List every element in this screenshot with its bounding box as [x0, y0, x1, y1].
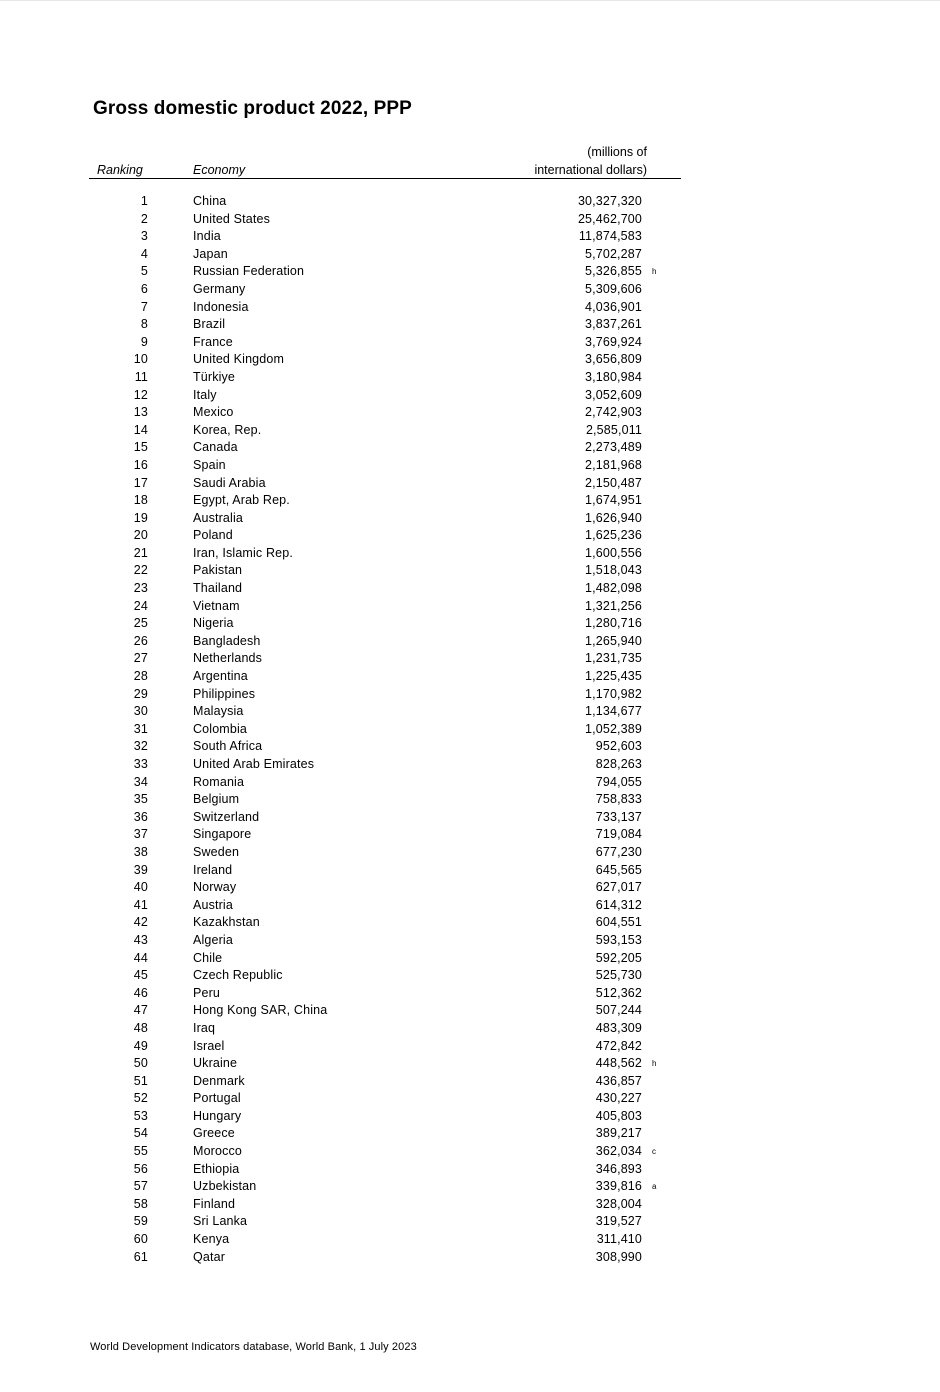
rank-cell: 11 [134, 369, 148, 384]
rank-cell: 3 [140, 229, 148, 244]
gdp-value-cell: 472,842 [595, 1038, 642, 1053]
rank-cell: 60 [133, 1232, 148, 1247]
rank-cell: 32 [133, 739, 148, 754]
table-row [0, 1055, 940, 1073]
rank-cell: 6 [140, 281, 148, 296]
rank-cell: 52 [133, 1091, 148, 1106]
table-row [0, 404, 940, 422]
economy-cell: Kenya [193, 1232, 230, 1247]
economy-cell: Mexico [193, 405, 234, 420]
rank-cell: 20 [133, 528, 148, 543]
gdp-value-cell: 507,244 [595, 1003, 642, 1018]
economy-cell: Saudi Arabia [193, 475, 266, 490]
gdp-value-cell: 346,893 [595, 1161, 642, 1176]
table-row [0, 457, 940, 475]
economy-cell: Ethiopia [193, 1161, 240, 1176]
economy-cell: United Kingdom [193, 352, 285, 367]
gdp-value-cell: 525,730 [595, 968, 642, 983]
table-row [0, 316, 940, 334]
table-row [0, 1073, 940, 1091]
rank-cell: 29 [133, 686, 148, 701]
economy-cell: Indonesia [193, 299, 249, 314]
gdp-value-cell: 405,803 [595, 1108, 642, 1123]
rank-cell: 41 [133, 897, 148, 912]
rank-cell: 17 [133, 475, 148, 490]
footnote-marker: a [652, 1182, 657, 1192]
rank-cell: 51 [133, 1073, 148, 1088]
rank-cell: 59 [133, 1214, 148, 1229]
gdp-value-cell: 614,312 [595, 897, 642, 912]
rank-cell: 25 [133, 616, 148, 631]
gdp-value-cell: 758,833 [595, 792, 642, 807]
economy-cell: Iran, Islamic Rep. [193, 545, 293, 560]
gdp-value-cell: 677,230 [595, 844, 642, 859]
economy-cell: Hong Kong SAR, China [193, 1003, 328, 1018]
gdp-value-cell: 3,180,984 [585, 369, 642, 384]
economy-cell: Morocco [193, 1144, 242, 1159]
gdp-value-cell: 389,217 [595, 1126, 642, 1141]
rank-cell: 54 [133, 1126, 148, 1141]
page-title: Gross domestic product 2022, PPP [93, 98, 412, 119]
rank-cell: 56 [133, 1161, 148, 1176]
table-row [0, 422, 940, 440]
gdp-value-cell: 1,600,556 [585, 545, 642, 560]
rank-cell: 13 [133, 405, 148, 420]
economy-cell: South Africa [193, 739, 263, 754]
table-row [0, 246, 940, 264]
gdp-value-cell: 430,227 [595, 1091, 642, 1106]
economy-cell: Pakistan [193, 563, 243, 578]
rank-cell: 15 [133, 440, 148, 455]
table-row [0, 633, 940, 651]
economy-cell: Austria [193, 897, 233, 912]
gdp-value-cell: 1,170,982 [585, 686, 642, 701]
gdp-value-cell: 3,837,261 [585, 317, 642, 332]
rank-cell: 23 [133, 581, 148, 596]
gdp-value-cell: 436,857 [595, 1073, 642, 1088]
rank-cell: 50 [133, 1056, 148, 1071]
gdp-value-cell: 2,742,903 [585, 405, 642, 420]
gdp-value-cell: 11,874,583 [578, 229, 642, 244]
economy-cell: Romania [193, 774, 245, 789]
economy-cell: Ireland [193, 862, 233, 877]
table-row [0, 791, 940, 809]
gdp-value-cell: 733,137 [595, 809, 642, 824]
table-row [0, 475, 940, 493]
gdp-value-cell: 1,321,256 [585, 598, 642, 613]
economy-cell: Italy [193, 387, 217, 402]
rank-cell: 39 [133, 862, 148, 877]
gdp-value-cell: 794,055 [595, 774, 642, 789]
gdp-value-cell: 512,362 [595, 985, 642, 1000]
gdp-value-cell: 1,518,043 [585, 563, 642, 578]
units-label-line2: international dollars) [534, 163, 647, 177]
table-row [0, 686, 940, 704]
gdp-value-cell: 339,816 [595, 1179, 642, 1194]
table-row [0, 369, 940, 387]
table-row [0, 650, 940, 668]
rank-cell: 28 [133, 669, 148, 684]
footnote-marker: c [652, 1147, 657, 1157]
table-row [0, 1020, 940, 1038]
table-row [0, 703, 940, 721]
table-row [0, 1196, 940, 1214]
table-row [0, 439, 940, 457]
economy-cell: Nigeria [193, 616, 234, 631]
economy-cell: Sri Lanka [193, 1214, 248, 1229]
gdp-value-cell: 1,482,098 [585, 581, 642, 596]
table-row [0, 211, 940, 229]
table-row [0, 1090, 940, 1108]
table-row [0, 774, 940, 792]
gdp-value-cell: 593,153 [595, 932, 642, 947]
gdp-value-cell: 1,625,236 [585, 528, 642, 543]
economy-cell: Russian Federation [193, 264, 305, 279]
table-row [0, 527, 940, 545]
rank-cell: 34 [133, 774, 148, 789]
rank-cell: 55 [133, 1144, 148, 1159]
economy-cell: Israel [193, 1038, 225, 1053]
gdp-value-cell: 311,410 [596, 1232, 642, 1247]
table-row [0, 1249, 940, 1267]
gdp-value-cell: 828,263 [595, 757, 642, 771]
gdp-value-cell: 362,034 [595, 1144, 642, 1159]
rank-cell: 37 [133, 827, 148, 842]
table-row [0, 668, 940, 686]
economy-cell: United States [193, 211, 270, 226]
table-row [0, 1002, 940, 1020]
rank-cell: 33 [133, 757, 148, 771]
gdp-value-cell: 645,565 [595, 862, 642, 877]
economy-cell: United Arab Emirates [193, 757, 315, 771]
rank-cell: 10 [133, 352, 148, 367]
table-row [0, 862, 940, 880]
economy-cell: Finland [193, 1196, 236, 1211]
table-row [0, 738, 940, 756]
rank-cell: 36 [133, 809, 148, 824]
economy-cell: Brazil [193, 317, 226, 332]
rank-cell: 30 [133, 704, 148, 719]
economy-cell: Singapore [193, 827, 252, 842]
rank-cell: 26 [133, 633, 148, 648]
rank-cell: 45 [133, 968, 148, 983]
economy-cell: Qatar [193, 1249, 226, 1264]
economy-cell: Korea, Rep. [193, 422, 262, 437]
gdp-value-cell: 5,326,855 [585, 264, 642, 279]
table-row [0, 1108, 940, 1126]
table-row [0, 281, 940, 299]
rank-cell: 31 [133, 721, 148, 736]
column-header-economy: Economy [193, 163, 246, 177]
economy-cell: Malaysia [193, 704, 244, 719]
economy-cell: Netherlands [193, 651, 263, 666]
gdp-value-cell: 1,225,435 [585, 669, 642, 684]
economy-cell: Belgium [193, 792, 240, 807]
gdp-value-cell: 483,309 [595, 1020, 642, 1035]
economy-cell: Egypt, Arab Rep. [193, 493, 290, 508]
table-row [0, 580, 940, 598]
gdp-value-cell: 5,702,287 [585, 246, 642, 261]
rank-cell: 19 [133, 510, 148, 525]
rank-cell: 44 [133, 950, 148, 965]
economy-cell: Iraq [193, 1020, 216, 1035]
economy-cell: Philippines [193, 686, 256, 701]
rank-cell: 18 [133, 493, 148, 508]
gdp-value-cell: 308,990 [595, 1249, 642, 1264]
gdp-value-cell: 448,562 [595, 1056, 642, 1071]
table-row [0, 387, 940, 405]
rank-cell: 12 [133, 387, 148, 402]
economy-cell: Bangladesh [193, 633, 261, 648]
table-row [0, 228, 940, 246]
economy-cell: Denmark [193, 1073, 245, 1088]
rank-cell: 5 [140, 264, 148, 279]
economy-cell: Thailand [193, 581, 243, 596]
table-row [0, 932, 940, 950]
rank-cell: 24 [133, 598, 148, 613]
gdp-value-cell: 604,551 [595, 915, 642, 930]
table-row [0, 334, 940, 352]
economy-cell: Spain [193, 457, 226, 472]
rank-cell: 9 [140, 334, 148, 349]
gdp-value-cell: 3,769,924 [585, 334, 642, 349]
economy-cell: Portugal [193, 1091, 241, 1106]
rank-cell: 49 [133, 1038, 148, 1053]
rank-cell: 47 [133, 1003, 148, 1018]
rank-cell: 8 [140, 317, 148, 332]
table-row [0, 510, 940, 528]
economy-cell: India [193, 229, 221, 244]
gdp-value-cell: 2,150,487 [585, 475, 642, 490]
table-row [0, 1143, 940, 1161]
table-row [0, 1161, 940, 1179]
gdp-value-cell: 3,052,609 [585, 387, 642, 402]
gdp-value-cell: 1,626,940 [585, 510, 642, 525]
economy-cell: Greece [193, 1126, 235, 1141]
rank-cell: 42 [133, 915, 148, 930]
economy-cell: Algeria [193, 932, 233, 947]
rank-cell: 22 [133, 563, 148, 578]
table-row [0, 562, 940, 580]
economy-cell: Chile [193, 950, 223, 965]
gdp-value-cell: 5,309,606 [585, 281, 642, 296]
gdp-value-cell: 4,036,901 [585, 299, 642, 314]
rank-cell: 14 [133, 422, 148, 437]
rank-cell: 2 [140, 211, 148, 226]
rank-cell: 1 [140, 194, 148, 208]
rank-cell: 46 [133, 985, 148, 1000]
economy-cell: Canada [193, 440, 238, 455]
gdp-value-cell: 592,205 [595, 950, 642, 965]
table-row [0, 879, 940, 897]
gdp-value-cell: 2,181,968 [585, 457, 642, 472]
economy-cell: Australia [193, 510, 243, 525]
economy-cell: Poland [193, 528, 233, 543]
economy-cell: Germany [193, 281, 246, 296]
gdp-value-cell: 1,265,940 [585, 633, 642, 648]
page-top-rule [0, 0, 940, 1]
table-row [0, 897, 940, 915]
gdp-value-cell: 627,017 [595, 880, 642, 895]
units-label-line1: (millions of [587, 145, 647, 159]
economy-cell: Czech Republic [193, 968, 283, 983]
table-row [0, 615, 940, 633]
rank-cell: 53 [133, 1108, 148, 1123]
rank-cell: 16 [133, 457, 148, 472]
gdp-value-cell: 30,327,320 [577, 194, 642, 208]
economy-cell: Kazakhstan [193, 915, 260, 930]
rank-cell: 48 [133, 1020, 148, 1035]
economy-cell: Peru [193, 985, 221, 1000]
table-row [0, 809, 940, 827]
economy-cell: Sweden [193, 844, 240, 859]
table-row [0, 1178, 940, 1196]
economy-cell: Türkiye [193, 369, 236, 384]
rank-cell: 38 [133, 844, 148, 859]
gdp-value-cell: 719,084 [595, 827, 642, 842]
table-row [0, 844, 940, 862]
gdp-value-cell: 1,280,716 [585, 616, 642, 631]
footnote-marker: h [652, 1059, 657, 1069]
gdp-value-cell: 1,134,677 [585, 704, 642, 719]
economy-cell: Uzbekistan [193, 1179, 257, 1194]
table-row [0, 263, 940, 281]
gdp-value-cell: 328,004 [595, 1196, 642, 1211]
rank-cell: 43 [133, 932, 148, 947]
table-row [0, 545, 940, 563]
table-row [0, 492, 940, 510]
rank-cell: 21 [133, 545, 148, 560]
table-row [0, 1213, 940, 1231]
rank-cell: 58 [133, 1196, 148, 1211]
table-row [0, 721, 940, 739]
table-row [0, 598, 940, 616]
gdp-value-cell: 1,052,389 [585, 721, 642, 736]
rank-cell: 57 [133, 1179, 148, 1194]
rank-cell: 4 [140, 246, 148, 261]
gdp-table-body [0, 193, 940, 1266]
gdp-value-cell: 3,656,809 [585, 352, 642, 367]
rank-cell: 61 [133, 1249, 148, 1264]
table-row [0, 299, 940, 317]
rank-cell: 40 [133, 880, 148, 895]
source-footer: World Development Indicators database, World Bank, 1 July 2023 [90, 1341, 417, 1353]
economy-cell: China [193, 194, 227, 208]
rank-cell: 27 [133, 651, 148, 666]
table-row [0, 756, 940, 774]
table-row [0, 985, 940, 1003]
gdp-value-cell: 952,603 [595, 739, 642, 754]
economy-cell: Vietnam [193, 598, 240, 613]
gdp-value-cell: 25,462,700 [577, 211, 642, 226]
gdp-value-cell: 1,674,951 [585, 493, 642, 508]
rank-cell: 35 [133, 792, 148, 807]
column-header-ranking: Ranking [97, 163, 143, 177]
table-row [0, 1038, 940, 1056]
table-row [0, 351, 940, 369]
footnote-marker: h [652, 267, 657, 277]
header-divider [89, 178, 681, 179]
economy-cell: Switzerland [193, 809, 260, 824]
table-row [0, 914, 940, 932]
gdp-value-cell: 1,231,735 [585, 651, 642, 666]
economy-cell: Norway [193, 880, 237, 895]
economy-cell: Japan [193, 246, 228, 261]
table-row [0, 950, 940, 968]
table-row [0, 193, 940, 211]
rank-cell: 7 [140, 299, 148, 314]
gdp-value-cell: 319,527 [595, 1214, 642, 1229]
table-row [0, 1231, 940, 1249]
economy-cell: Colombia [193, 721, 248, 736]
gdp-value-cell: 2,273,489 [585, 440, 642, 455]
economy-cell: France [193, 334, 233, 349]
economy-cell: Hungary [193, 1108, 242, 1123]
economy-cell: Argentina [193, 669, 248, 684]
table-row [0, 1125, 940, 1143]
gdp-value-cell: 2,585,011 [585, 422, 642, 437]
economy-cell: Ukraine [193, 1056, 238, 1071]
table-row [0, 826, 940, 844]
table-row [0, 967, 940, 985]
